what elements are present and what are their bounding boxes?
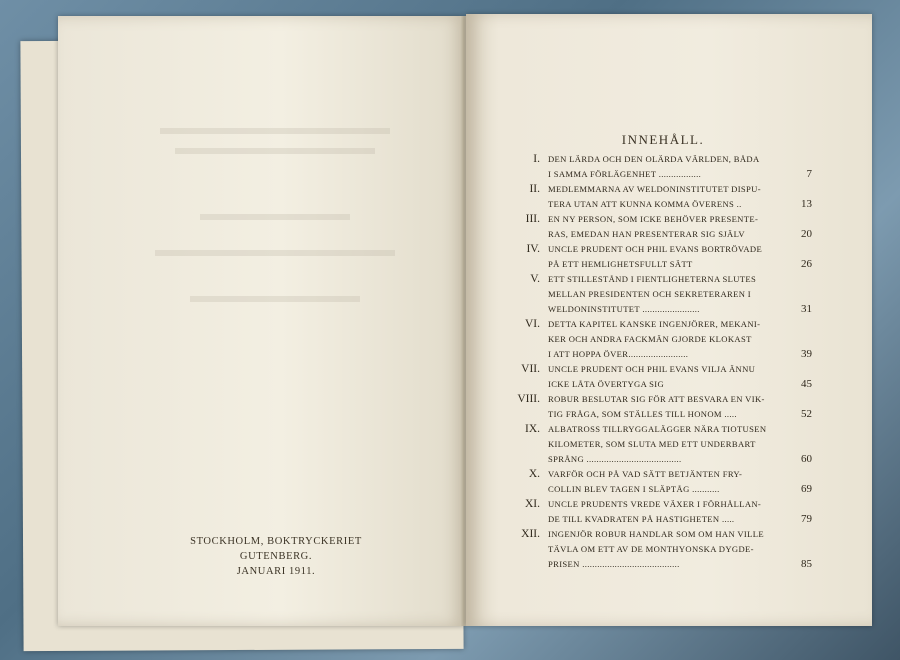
toc-title-line: I SAMMA FÖRLÄGENHET ................. (548, 169, 702, 179)
toc-title-line: KER OCH ANDRA FACKMÄN GJORDE KLOKAST (548, 334, 752, 344)
toc-entry (500, 362, 812, 392)
toc-entry (500, 317, 812, 362)
toc-title-line: TERA UTAN ATT KUNNA KOMMA ÖVERENS .. (548, 199, 742, 209)
toc-page-number: 20 (801, 228, 812, 240)
toc-chapter-title (548, 242, 788, 272)
toc-chapter-number: VI. (524, 318, 540, 330)
toc-heading: INNEHÅLL. (621, 132, 705, 147)
toc-chapter-number: X. (528, 468, 540, 480)
toc-chapter-title (548, 527, 788, 572)
toc-title-line: UNCLE PRUDENT OCH PHIL EVANS BORTRÖVADE (548, 244, 763, 254)
toc-title-line: DE TILL KVADRATEN PÅ HASTIGHETEN ..... (548, 514, 735, 524)
toc-chapter-title (548, 152, 788, 182)
toc-chapter-title (548, 317, 788, 362)
toc-chapter-number: I. (533, 153, 540, 165)
toc-entry (500, 467, 812, 497)
toc-page-number: 13 (801, 198, 812, 210)
toc-chapter-title (548, 497, 788, 527)
toc-title-line: EN NY PERSON, SOM ICKE BEHÖVER PRESENTE- (548, 214, 759, 224)
show-through-text (110, 110, 440, 316)
toc-chapter-number: VII. (521, 363, 540, 375)
toc-entry (500, 527, 812, 572)
toc-chapter-title (548, 212, 788, 242)
toc-title-line: ALBATROSS TILLRYGGALÄGGER NÄRA TIOTUSEN (548, 424, 767, 434)
toc-chapter-title (548, 422, 788, 467)
toc-entry (500, 272, 812, 317)
toc-chapter-number: II. (529, 183, 540, 195)
toc-entry (500, 422, 812, 467)
toc-title-line: RAS, EMEDAN HAN PRESENTERAR SIG SJÄLV (548, 229, 745, 239)
toc-page-number: 39 (801, 348, 812, 360)
table-of-contents (500, 152, 812, 572)
toc-title-line: UNCLE PRUDENT OCH PHIL EVANS VILJA ÄNNU (548, 364, 756, 374)
toc-title-line: UNCLE PRUDENTS VREDE VÄXER I FÖRHÅLLAN- (548, 499, 762, 509)
toc-page-number: 52 (801, 408, 812, 420)
imprint-line-1: STOCKHOLM, BOKTRYCKERIET GUTENBERG. (190, 536, 362, 562)
toc-title-line: TÄVLA OM ETT AV DE MONTHYONSKA DYGDE- (548, 544, 754, 554)
toc-title-line: TIG FRÅGA, SOM STÄLLES TILL HONOM ..... (548, 409, 737, 419)
toc-title-line: SPRÅNG ...................................... (548, 454, 682, 464)
toc-entry (500, 242, 812, 272)
toc-page-number: 79 (801, 513, 812, 525)
toc-title-line: ROBUR BESLUTAR SIG FÖR ATT BESVARA EN VIK- (548, 394, 765, 404)
toc-entry (500, 497, 812, 527)
toc-chapter-number: V. (530, 273, 540, 285)
toc-chapter-title (548, 362, 788, 392)
printer-imprint (160, 534, 392, 579)
toc-chapter-number: XI. (524, 498, 540, 510)
toc-entry (500, 182, 812, 212)
toc-title-line: ICKE LÅTA ÖVERTYGA SIG (548, 379, 665, 389)
toc-title-line: ETT STILLESTÅND I FIENTLIGHETERNA SLUTES (548, 274, 757, 284)
toc-page-number: 26 (801, 258, 812, 270)
toc-page-number: 31 (801, 303, 812, 315)
toc-entry (500, 152, 812, 182)
toc-chapter-title (548, 392, 788, 422)
toc-title-line: PÅ ETT HEMLIGHETSFULLT SÄTT (548, 259, 693, 269)
toc-chapter-number: XII. (521, 528, 540, 540)
toc-title-line: MEDLEMMARNA AV WELDONINSTITUTET DISPU- (548, 184, 761, 194)
imprint-line-2: JANUARI 1911. (236, 566, 316, 577)
toc-page-number: 85 (801, 558, 812, 570)
toc-title-line: I ATT HOPPA ÖVER........................ (548, 349, 689, 359)
toc-title-line: VARFÖR OCH PÅ VAD SÄTT BETJÄNTEN FRY- (548, 469, 743, 479)
toc-chapter-title (548, 182, 788, 212)
toc-title-line: MELLAN PRESIDENTEN OCH SEKRETERAREN I (548, 289, 751, 299)
toc-title-line: WELDONINSTITUTET ....................... (548, 304, 700, 314)
toc-title-line: PRISEN ....................................... (548, 559, 680, 569)
toc-title-line: DEN LÄRDA OCH DEN OLÄRDA VÄRLDEN, BÅDA (548, 154, 760, 164)
toc-page-number: 45 (801, 378, 812, 390)
toc-chapter-title (548, 467, 788, 497)
toc-title-line: INGENJÖR ROBUR HANDLAR SOM OM HAN VILLE (548, 529, 764, 539)
toc-page-number: 69 (801, 483, 812, 495)
toc-page-number: 7 (806, 168, 812, 180)
toc-chapter-number: IX. (524, 423, 540, 435)
toc-title-line: COLLIN BLEV TAGEN I SLÄPTÅG ........... (548, 484, 720, 494)
toc-entry (500, 212, 812, 242)
toc-chapter-number: VIII. (517, 393, 540, 405)
toc-chapter-title (548, 272, 788, 317)
toc-page-number: 60 (801, 453, 812, 465)
toc-title-line: DETTA KAPITEL KANSKE INGENJÖRER, MEKANI- (548, 319, 761, 329)
toc-chapter-number: III. (525, 213, 540, 225)
toc-entry (500, 392, 812, 422)
toc-title-line: KILOMETER, SOM SLUTA MED ETT UNDERBART (548, 439, 756, 449)
toc-chapter-number: IV. (526, 243, 540, 255)
